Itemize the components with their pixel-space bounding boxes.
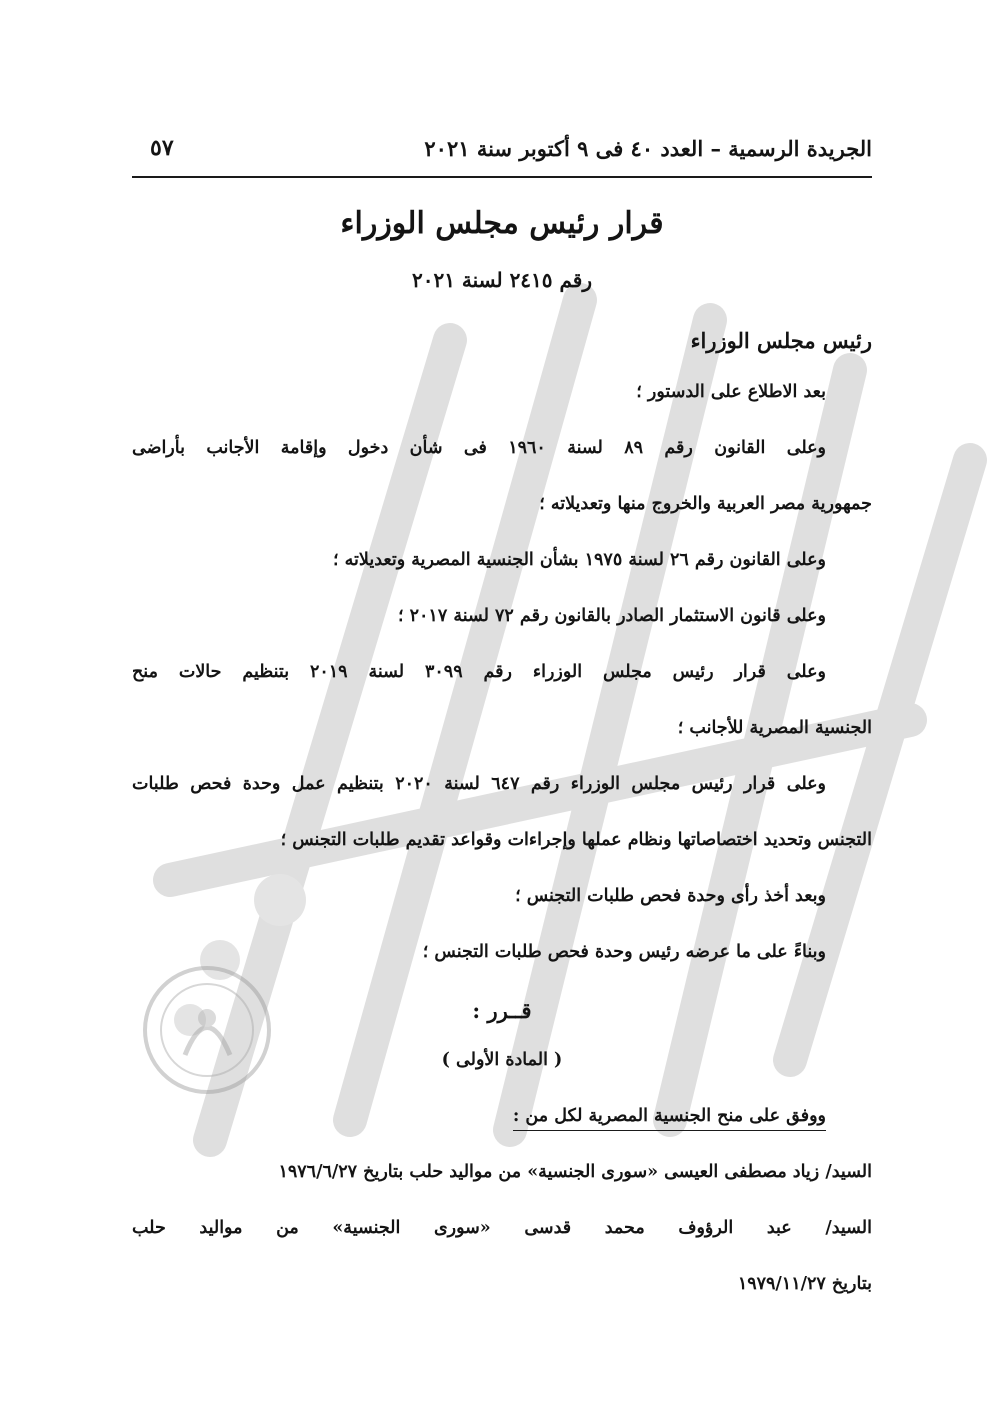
paragraph-unit-presentation: وبناءً على ما عرضه رئيس وحدة فحص طلبات التجنس ؛ xyxy=(422,942,826,962)
issuer-heading: رئيس مجلس الوزراء xyxy=(690,328,872,353)
article-one-heading: ( المادة الأولى ) xyxy=(441,1050,563,1070)
paragraph-law-26: وعلى القانون رقم ٢٦ لسنة ١٩٧٥ بشأن الجنسية المصرية وتعديلاته ؛ xyxy=(332,550,826,570)
paragraph-law-89-line1: وعلى القانون رقم ٨٩ لسنة ١٩٦٠ فى شأن دخول وإقامة الأجانب بأراضى xyxy=(132,438,827,458)
paragraph-investment-law: وعلى قانون الاستثمار الصادر بالقانون رقم ٧٢ لسنة ٢٠١٧ ؛ xyxy=(397,606,826,626)
paragraph-decree-3099-line2: الجنسية المصرية للأجانب ؛ xyxy=(677,718,872,738)
decree-number: رقم ٢٤١٥ لسنة ٢٠٢١ xyxy=(411,268,593,292)
decided-heading: قــرر : xyxy=(472,998,532,1023)
paragraph-decree-647-line2: التجنس وتحديد اختصاصاتها ونظام عملها وإجراءات وقواعد تقديم طلبات التجنس ؛ xyxy=(280,830,872,850)
grant-statement xyxy=(132,1106,826,1154)
page-header xyxy=(132,128,872,168)
person-entry-2-line2: بتاريخ ١٩٧٩/١١/٢٧ xyxy=(737,1274,872,1294)
paragraph-unit-opinion: وبعد أخذ رأى وحدة فحص طلبات التجنس ؛ xyxy=(515,886,826,906)
header-divider xyxy=(132,176,872,178)
paragraph-decree-647-line1: وعلى قرار رئيس مجلس الوزراء رقم ٦٤٧ لسنة ٢٠٢٠ بتنظيم عمل وحدة فحص طلبات xyxy=(132,774,826,794)
decree-title: قرار رئيس مجلس الوزراء xyxy=(340,206,664,241)
gazette-header-title: الجريدة الرسمية – العدد ٤٠ فى ٩ أكتوبر سنة ٢٠٢١ xyxy=(424,135,872,161)
page-number: ٥٧ xyxy=(150,135,174,161)
paragraph-law-89-line2: جمهورية مصر العربية والخروج منها وتعديلاته ؛ xyxy=(539,494,872,514)
person-entry-1: السيد/ زياد مصطفى العيسى «سورى الجنسية» من مواليد حلب بتاريخ ١٩٧٦/٦/٢٧ xyxy=(278,1162,872,1182)
paragraph-decree-3099-line1: وعلى قرار رئيس مجلس الوزراء رقم ٣٠٩٩ لسنة ٢٠١٩ بتنظيم حالات منح xyxy=(132,662,826,682)
person-entry-2-line1: السيد/ عبد الرؤوف محمد قدسى «سورى الجنسية» من مواليد حلب xyxy=(132,1218,872,1238)
grant-statement-text: ووفق على منح الجنسية المصرية لكل من : xyxy=(513,1106,826,1131)
paragraph-constitution: بعد الاطلاع على الدستور ؛ xyxy=(636,382,826,402)
